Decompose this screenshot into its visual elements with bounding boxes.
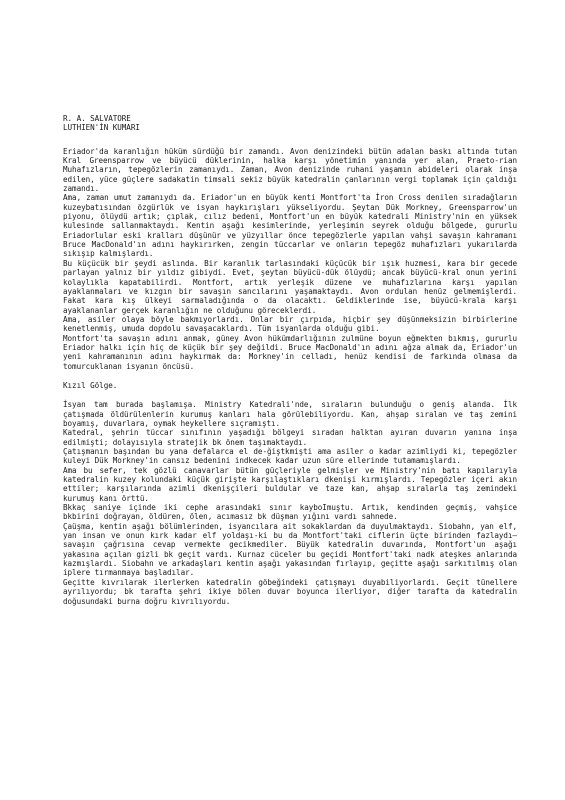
section-title: Kızıl Gölge.	[63, 380, 118, 390]
paragraph: Ama bu sefer, tek gözlü canavarlar bütün güçleriyle gelmişler ve Ministry'nin batı kapılarıyla katedralin kuzey kolundaki küçük girişte karşılaştıkları dkenişi kırmışlardı. Tepegözler içeri akın ettiler; karşılarında azimli dkenişçileri buldular ve taze kan, ahşap sıralarla taş zemindeki kurumuş kanı örttü.	[63, 465, 517, 503]
book-title: LUTHIEN'İN KUMARI	[63, 123, 140, 133]
paragraph: Bu küçücük bir şeydi aslında. Bir karanlık tarlasındaki küçücük bir ışık huzmesi, kara bir gecede parlayan yalnız bir yıldız gibiydi. Evet, şeytan büyücü-dük ölüydü; ancak büyücü-kral onun yerini kolaylıkla kapatabilirdi. Montfort, artık yerleşik düzene ve muhafızlarına karşı yapılan ayaklanmaları ve kızgın bir savaşın sancılarını yaşamaktaydı. Avon ordulan henüz gelmemişlerdi. Fakat kara kış ülkeyi sarmaladığında o da olacaktı. Geldiklerinde ise, büyücü-krala karşı ayaklananlar gerçek karanlığın ne olduğunu göreceklerdi.	[63, 258, 517, 315]
body-part-1	[63, 147, 517, 371]
paragraph: İsyan tam burada başlamışa. Ministry Katedrali'nde, sıraların bulunduğu o geniş alanda. İlk çatışmada öldürülenlerin kurumuş kanları hala görülebiliyordu. Kan, ahşap sıralan ve taş zemini boyamış, duvarlara, oymak heykellere sıçramıştı.	[63, 400, 517, 428]
paragraph: Ama, zaman umut zamanıydı da. Eriador'un en büyük kenti Montfort'ta İron Cross denilen sıradağların kuzeybatısından özgürlük ve isyan haykırışları yükseliyordu. Şeytan Dük Morkney, Greensparrow'un piyonu, ölüydü artık; çıplak, cılız bedeni, Montfort'un en büyük katedrali Ministry'nin en yüksek kulesinde sallanmaktaydı. Kentin aşağı kesimlerinde, yerleşimin seyrek olduğu bölgede, gururlu Eriadorlular eski kralları düşünür ve yüzyıllar önce tepegözlerle yapılan vahşi savaşın kahramanı Bruce MacDonald'ın adını haykırırken, zengin tüccarlar ve onların tepegöz muhafızları yukarılarda sıkışıp kalmışlardı.	[63, 193, 517, 259]
spacer	[63, 390, 517, 400]
paragraph: Montfort'ta savaşın adını anmak, güney Avon hükümdarlığının zulmüne boyun eğmekten bıkmış, gururlu Eriador halkı için hiç de küçük bir şey değildi. Bruce MacDonald'ın adını ağza almak da, Eriador'un yeni kahramanının adını haykırmak da: Morkney'in celladı, henüz kendisi de farkında olmasa da tomurcuklanan isyanın öncüsü.	[63, 333, 517, 371]
paragraph: Geçitte kıvrılarak ilerlerken katedralin göbeğindeki çatışmayı duyabiliyorlardı. Geçit tünellere ayrılıyordu; bk tarafta şehri ikiye bölen duvar boyunca ilerliyor, diğer tarafta da katedralin doğusundaki burna doğru kıvrılıyordu.	[63, 577, 517, 606]
spacer	[63, 371, 517, 381]
paragraph: Katedral, şehrin tüccar sınıfının yaşadığı bölgeyi sıradan halktan ayıran duvarın yanına inşa edilmişti; dolayısıyla stratejik bk önem taşımaktaydı.	[63, 428, 517, 447]
author-name: R. A. SALVATORE	[63, 114, 131, 123]
body-part-2	[63, 400, 517, 606]
paragraph: Çaüşma, kentin aşağı bölümlerinden, isyancılara ait sokaklardan da duyulmaktaydı. Siobahn, yan elf, yan insan ve onun kırk kadar elf yoldaşı-ki bu da Montfort'taki ciflerin üçte birinden fazlaydı—savaşın çağrısına cevap vermekte gecikmediler. Büyük katedralin duvarında, Montfort'un aşağı yakasına açılan gizli bk geçit vardı. Kurnaz cüceler bu geçidi Montfort'taki nadk ateşkes anlarında kazmışlardı. Siobahn ve arkadaşları kentin aşağı yakasından fırlayıp, geçitte aşağı sarkıtılmış olan iplere tırmanmaya başladılar.	[63, 521, 517, 578]
paragraph: Ama, asiler olaya böyle bakmıyorlardı. Onlar bir çırpıda, hiçbir şey düşünmeksizin birbirlerine kenetlenmiş, umuda dopdolu savaşacaklardı. Tüm isyanlarda olduğu gibi.	[63, 314, 517, 334]
document-header	[63, 114, 517, 133]
paragraph: Eriador'da karanlığın hüküm sürdüğü bir zamandı. Avon denizindeki bütün adalan baskı altında tutan Kral Greensparrow ve büyücü düklerinin, halka karşı yönetimin yanında yer alan, Praeto-rian Muhafızların, tepegözlerin zamanıydı. Zaman, Avon denizinde ruhani yaşamın abideleri olarak inşa edilen, yüce güçlere sadakatin timsali sekiz büyük katedralin çanlarının vergi toplamak için çaldığı zamandı.	[63, 146, 517, 194]
paragraph: Çatışmanın başından bu yana defalarca el de-ğiştkmişti ama asiler o kadar azimliydi ki, tepegözler kuleyi Dük Morkney'in cansız bedenini indkecek kadar uzun süre ellerinde tutamamışlardı.	[63, 447, 517, 466]
paragraph: Bkkaç saniye içinde iki cephe arasındaki sınır kayboImuştu. Artık, kendinden geçmiş, vahşice bkbirini doğrayan, öldüren, ölen, acımasız bk düşman yığını vardı sahnede.	[63, 503, 517, 522]
